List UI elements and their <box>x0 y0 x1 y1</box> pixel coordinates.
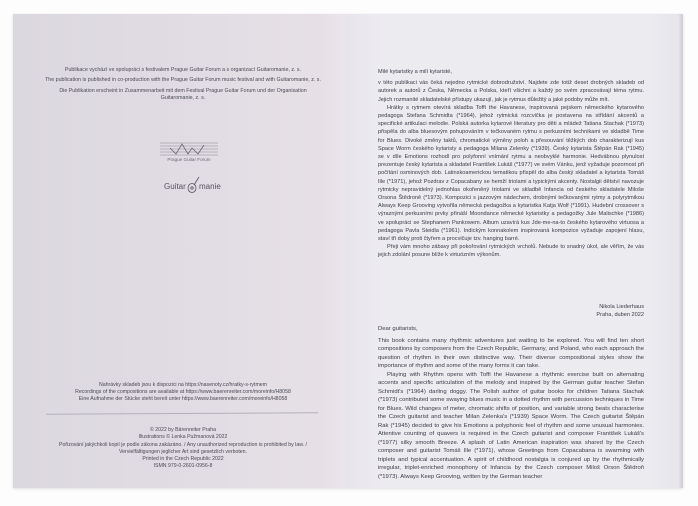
staff-lines-icon <box>158 142 220 156</box>
prague-guitar-forum-logo <box>158 142 220 164</box>
guitaromanie-logo <box>164 179 224 195</box>
signature-name: Nikola Liederhaus <box>599 304 644 310</box>
pgf-label: Prague Guitar Forum <box>167 157 211 162</box>
paragraph-cz-2: Hrátky s rytmem otevírá skladba Toffi the Havanese, inspirovaná pejskem německého kytarového pedagoga Stefana Schmidta (*1964), jehož rytmická rozcvička je postavena na střídání akcentů a specifické artikulaci melodie. Polská autorka kytarové literatury pro děti a mládež Tatiana Stachak (*1973) přispěla do alba bluesovým pohupováním v tečkovaném rytmu s perkusními technikami ve skladbě Time for Blues. Divoké změny taktů, chromatické výměny poloh a přesouvání těžkých dob charakterizují kus Space Worm českého kytaristy a pedagoga Milana Zelenky (*1939). Český kytarista Štěpán Rak (*1945) se v díle Emotions rozhodl pro polyfonní vnímání rytmu a neobvyklé harmonie. Hedvábnou plynulost prezentuje český kytarista a skladatel František Lukáš (*1977) ve svém Vánku, jenž vyžaduje pozornost při počítání osminových dob. Latinskoamerickou tematikou přispěl do alba český skladatel a kytarista Tomáš Ille (*1971), jehož Pozdrav z Copacabany se hemží triolami a typickými akcenty. Nostalgii dětství navozuje rytmicky nepravidelný jednohlas okořeněný triolami ve skladbě Infancia od českého skladatele Miloše Orsona Štědroně (*1973). Kompozici s jazzovým nádechem, drobnými tečkovanými rytmy a polyrytmikou Always Keep Grooving vytvořila německá pedagožka a kytaristka Katja Wolf (*1991). Hudební crossover s výraznými perkusními prvky přináší Moondance německé kytaristky a pedagožky Jule Malischke (*1986) ve spolupráci se Stephanem Pankowem. Album uzavírá kus Jde-me-na-to českého kytarového virtuosa a pedagoga Pavla Steidla (*1961). Indickým konnakolem inspirovaná kompozice vyžaduje zapojení hlasu, staví tři doby proti čtyřem a procvičuje tzv. hanging barré. <box>378 104 644 243</box>
open-book <box>13 14 683 488</box>
co-production-credits <box>43 67 323 106</box>
reproduction-notice: Pořizování jakýchkoli kopií je podle zákona zakázáno. / Any unauthorized reproduction is prohibited by law. / <box>59 441 307 448</box>
guitaromanie-right: manie <box>199 182 221 191</box>
recordings-info <box>43 382 323 403</box>
signature <box>546 303 644 320</box>
ismn: ISMN 979-0-2601-0956-8 <box>153 463 213 470</box>
salutation-cz: Milé kytaristky a milí kytaristé, <box>378 69 452 75</box>
paragraph-en-1: This book contains many rhythmic adventures just waiting to be explored. You will find ten short compositions by composers from the Czech Republic, Germany, and Poland, who each approach the question of rhythm in their own distinctive way. Their diverse compositional styles show the importance of rhythm and some of the many forms it can take. <box>378 337 644 369</box>
copyright-line: © 2022 by Bärenreiter Praha <box>149 427 217 433</box>
signature-place-date: Praha, duben 2022 <box>596 312 644 319</box>
printed-in: Printed in the Czech Republic 2022 <box>142 456 224 463</box>
salutation-en: Dear guitarists, <box>378 326 418 332</box>
paragraph-cz-1: v této publikaci vás čeká nejedno rytmické dobrodružství. Najdete zde totiž deset drobných skladeb od autorek a autorů z Česka, Německa a Polska, kteří všichni a každý po svém zpracovávají téma rytmu. Jejich rozmanité skladatelské přístupy ukazují, jak je rytmus důležitý a jaké podoby může mít. <box>378 80 644 103</box>
credit-en: The publication is published in co-production with the Prague Guitar Forum music festival and with Guitaromanie, z. s. <box>45 77 321 84</box>
recordings-en: Recordings of the compositions are available at https://www.baerenreiter.com/moreinfo/H8058 <box>75 389 291 395</box>
credit-cz: Publikace vychází ve spolupráci s festivalem Prague Guitar Forum a s organizací Guitaromanie, z. s. <box>64 67 302 73</box>
paragraph-cz-3: Přeji vám mnoho zábavy při pokořování rytmických vrcholů. Nebude to snadný úkol, ale věřím, že vás jejich zdolání posune blíže k virtuózním výkonům. <box>378 244 644 259</box>
paragraph-en-2: Playing with Rhythm opens with Toffi the Havanese a rhythmic exercise built on alternating accents and specific articulation of the melody and inspired by the German guitar teacher Stefan Schmidt's (*1964) darling doggy. The Polish author of guitar books for children Tatiana Stachak (*1973) contributed some swaying blues music in a dotted rhythm with percussion techniques in Time for Blues. Wild changes of meter, chromatic shifts of position, and variable strong beats characterise the Czech guitarist and teacher Milan Zelenka's (*1939) Space Worm. The Czech guitarist Štěpán Rak (*1945) decided to give his Emotions a polyphonic feel of rhythm and some unusual harmonies. Attentive counting of quavers is required in the Czech guitarist and composer František Lukáš's (*1977) silky smooth Breeze. A splash of Latin American inspiration was shared by the Czech composer and guitarist Tomáš Ille (*1971), whose Greetings from Copacabana is swarming with triplets and typical accentuation. A spirit of childhood nostalgia is conjured up by the rhythmically irregular, triplet-enriched monophony of Infancia by the Czech composer Miloš Orson Štědroň (*1973). Always Keep Grooving, written by the German teacher <box>378 371 644 480</box>
left-page <box>13 14 346 488</box>
page-edge <box>679 14 683 488</box>
foreword-english <box>378 325 644 481</box>
recordings-de: Eine Aufnahme der Stücke steht bereit unter https://www.baerenreiter.com/moreinfo/H8058 <box>78 396 288 402</box>
illustrations-line: Illustrations © Lenka Pužmanová 2022 <box>138 434 228 441</box>
foreword-czech <box>378 68 644 260</box>
right-page <box>346 14 683 488</box>
credit-de: Die Publikation erscheint in Zusammenarbeit mit dem Festival Prague Guitar Forum und der Organisation Guitaromanie, z. s. <box>59 87 307 102</box>
reproduction-notice-de: Vervielfältigungen jeglicher Art sind gesetzlich verboten. <box>118 448 248 455</box>
guitaromanie-left: Guitar <box>164 182 186 191</box>
divider-line <box>46 412 318 414</box>
copyright-block <box>33 427 333 471</box>
recordings-cz: Nahrávky skladeb jsou k dispozici na https://nasenoty.cz/hratky-s-rytmem <box>99 382 267 388</box>
